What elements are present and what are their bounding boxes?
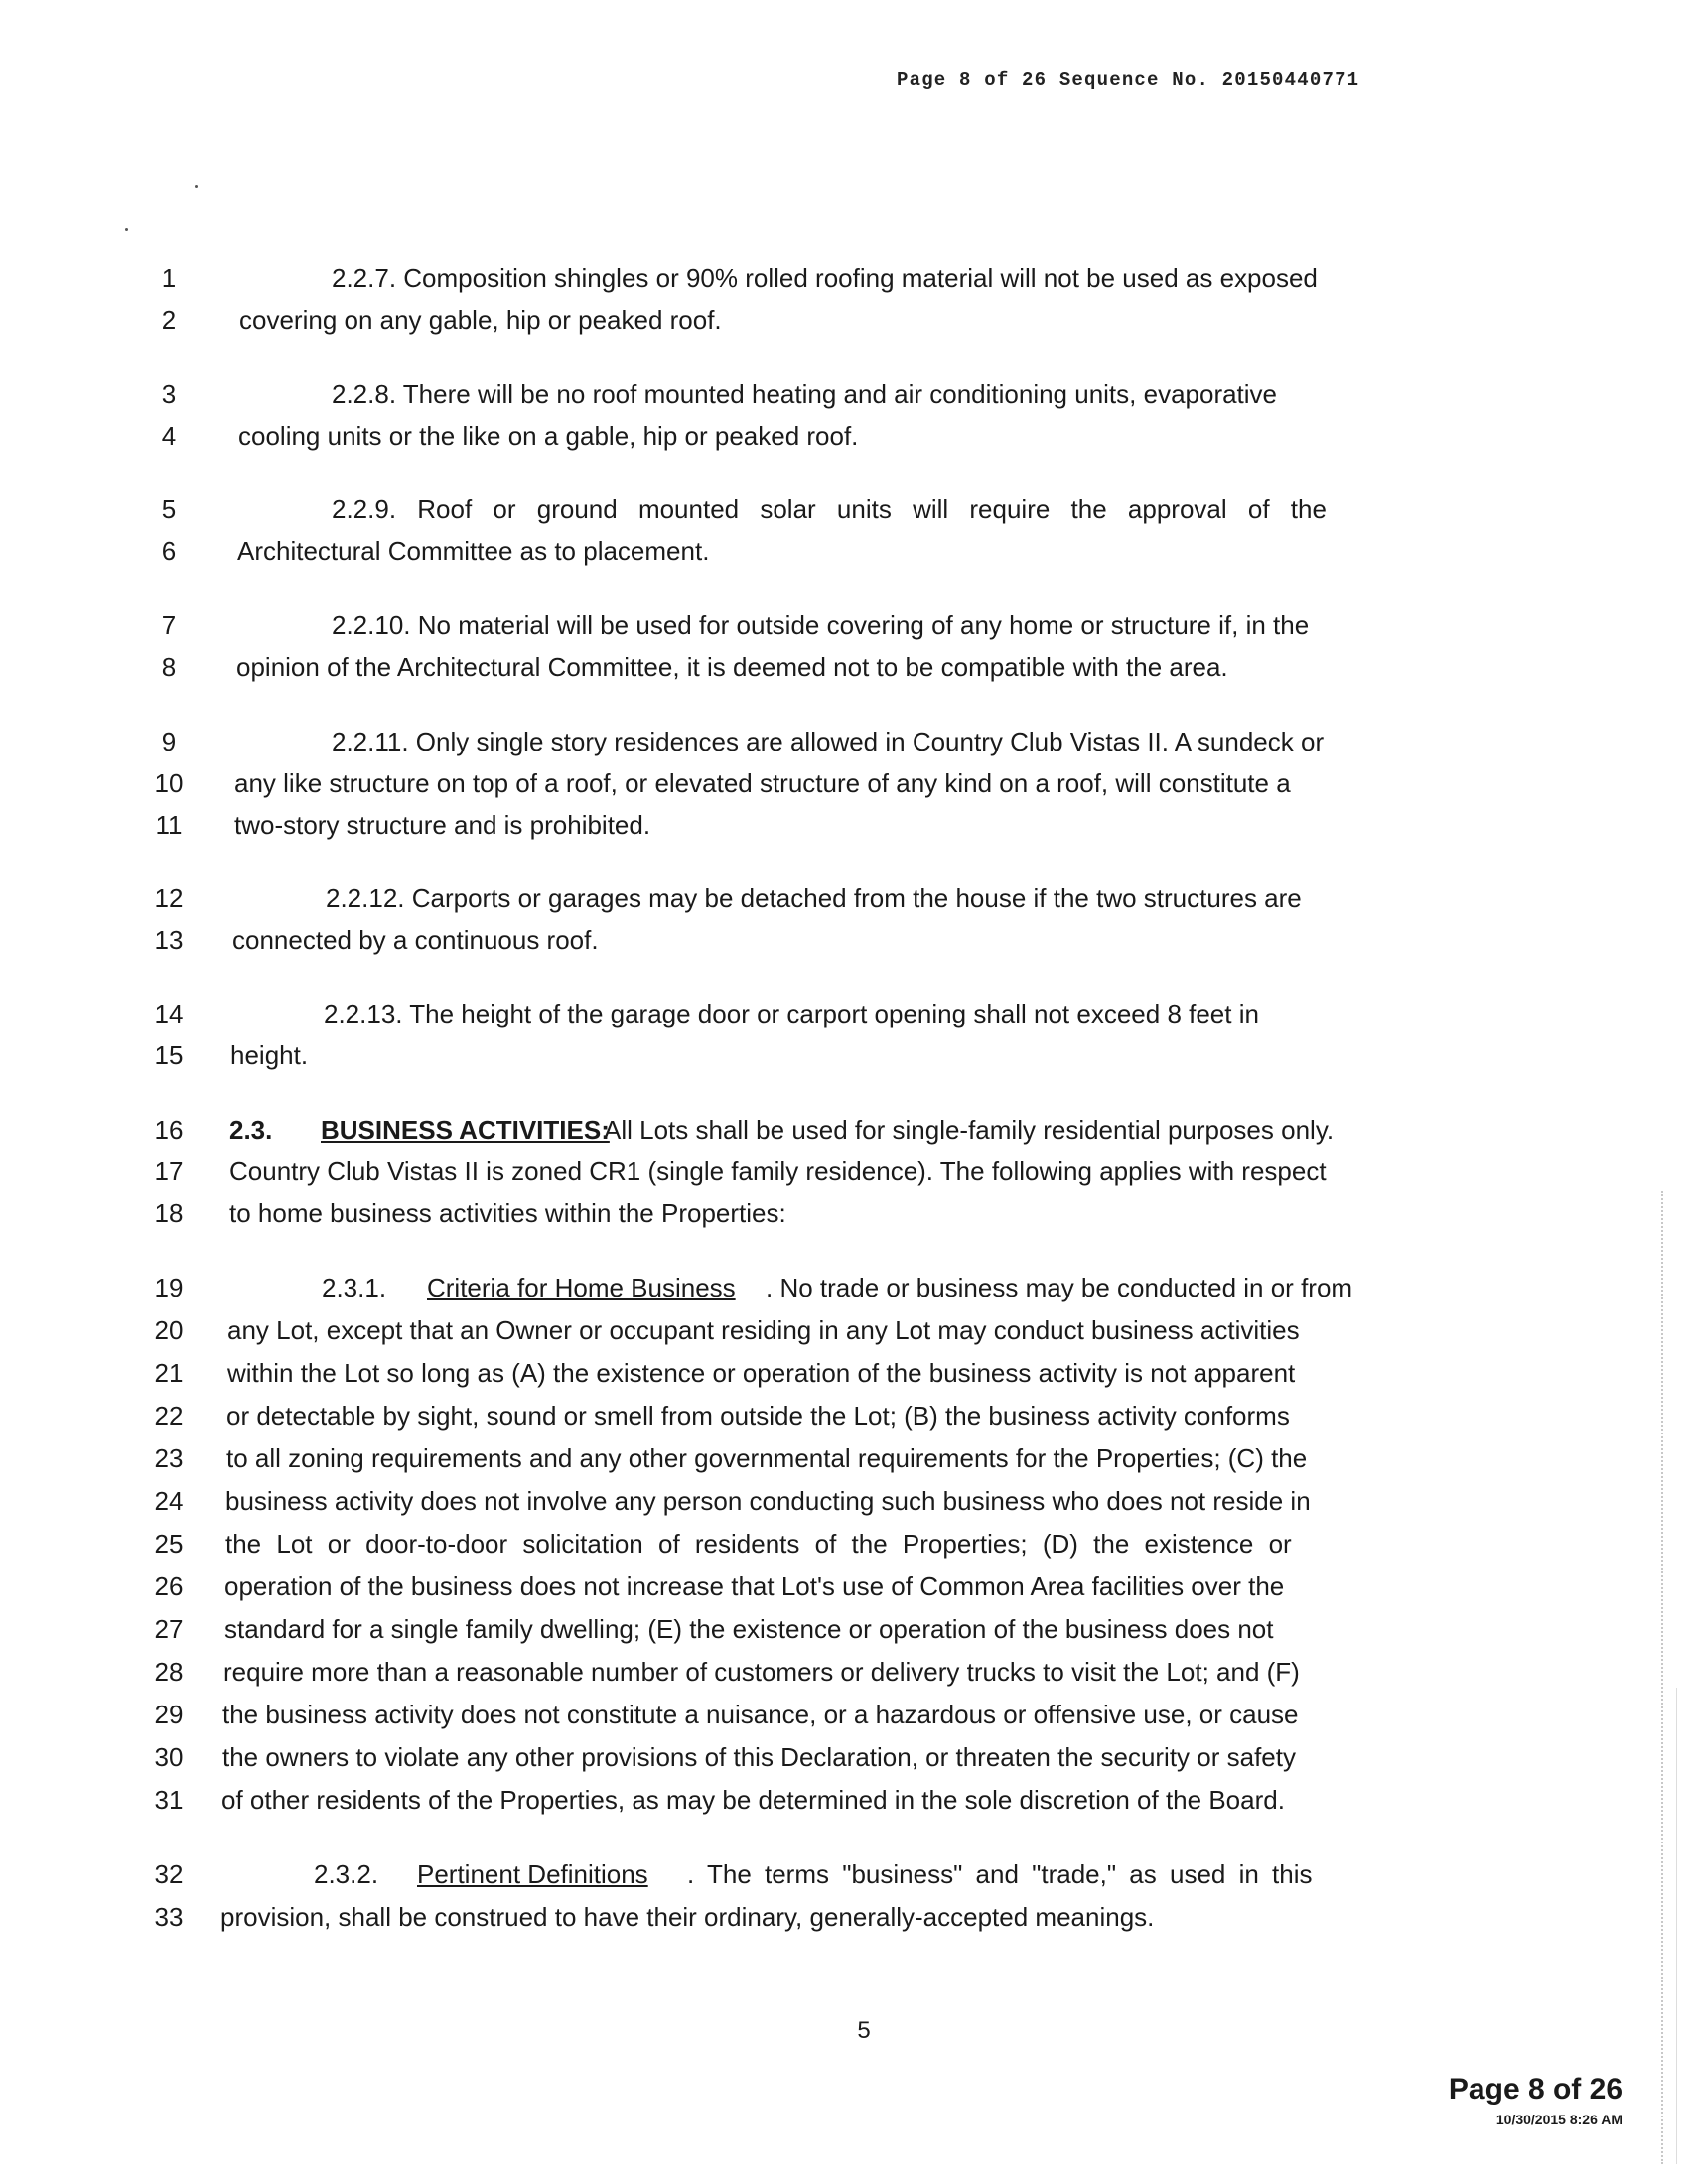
line-text: require more than a reasonable number of customers or delivery trucks to visit the Lot; and (F) [223,1657,1300,1687]
page-number: 5 [857,2017,871,2044]
line-number: 12 [154,884,184,913]
line-number: 29 [154,1700,184,1729]
line-text: Country Club Vistas II is zoned CR1 (single family residence). The following applies with respect [229,1157,1327,1186]
line-number: 2 [161,305,177,335]
subsection-number: 2.3.2. [314,1859,379,1889]
subsection-number: 2.3.1. [322,1273,387,1302]
line-text: two-story structure and is prohibited. [234,810,651,840]
line-text: or detectable by sight, sound or smell from outside the Lot; (B) the business activity conforms [226,1401,1290,1431]
line-number: 14 [154,999,184,1028]
recorder-stamp-date: 10/30/2015 8:26 AM [1495,2112,1622,2127]
scan-margin-artifact [1661,1191,1664,2164]
line-text: 2.2.9. Roof or ground mounted solar units will require the approval of the [332,494,1327,524]
line-text: the Lot or door-to-door solicitation of residents of the Properties; (D) the existence or [225,1529,1292,1559]
line-text: height. [230,1040,309,1070]
line-text: 2.2.12. Carports or garages may be detached from the house if the two structures are [326,884,1302,913]
line-number: 9 [161,727,177,756]
line-text: any like structure on top of a roof, or elevated structure of any kind on a roof, will constitute a [234,768,1291,798]
line-number: 33 [154,1902,184,1932]
line-text: to home business activities within the Properties: [229,1198,786,1228]
line-number: 24 [154,1486,184,1516]
line-number: 23 [154,1443,184,1473]
scan-margin-artifact [1676,1688,1678,2164]
line-text: connected by a continuous roof. [232,925,599,955]
line-number: 17 [154,1157,184,1186]
line-text: cooling units or the like on a gable, hip or peaked roof. [238,421,859,451]
line-text: operation of the business does not increase that Lot's use of Common Area facilities over the [224,1571,1285,1601]
line-number: 1 [161,263,177,293]
line-number: 30 [154,1742,184,1772]
line-text: the business activity does not constitute a nuisance, or a hazardous or offensive use, or cause [222,1700,1299,1729]
line-number: 13 [154,925,184,955]
line-number: 5 [161,494,177,524]
line-text: covering on any gable, hip or peaked roof. [239,305,722,335]
line-text: 2.2.10. No material will be used for outside covering of any home or structure if, in the [332,611,1310,640]
line-text: All Lots shall be used for single-family residential purposes only. [604,1115,1335,1145]
line-number: 27 [154,1614,184,1644]
line-text: of other residents of the Properties, as may be determined in the sole discretion of the Board. [221,1785,1285,1815]
line-text: standard for a single family dwelling; (E) the existence or operation of the business does not [224,1614,1274,1644]
line-number: 11 [155,810,183,840]
line-number: 6 [161,536,177,566]
section-number: 2.3. [229,1115,273,1145]
scan-speck [195,185,198,188]
line-number: 22 [154,1401,184,1431]
subsection-title: Criteria for Home Business [427,1273,736,1302]
line-number: 8 [161,652,177,682]
line-number: 16 [154,1115,184,1145]
line-text: provision, shall be construed to have their ordinary, generally-accepted meanings. [220,1902,1155,1932]
section-title: BUSINESS ACTIVITIES: [321,1115,610,1145]
line-number: 28 [154,1657,184,1687]
line-number: 3 [161,379,177,409]
line-text: 2.2.8. There will be no roof mounted heating and air conditioning units, evaporative [332,379,1278,409]
line-text: opinion of the Architectural Committee, it is deemed not to be compatible with the area. [236,652,1228,682]
recording-header: Page 8 of 26 Sequence No. 20150440771 [897,69,1360,91]
line-number: 21 [154,1358,184,1388]
scan-speck [125,228,128,231]
line-number: 18 [154,1198,184,1228]
line-number: 31 [154,1785,184,1815]
line-text: 2.2.11. Only single story residences are allowed in Country Club Vistas II. A sundeck or [332,727,1325,756]
line-number: 15 [154,1040,184,1070]
line-number: 10 [154,768,184,798]
line-number: 25 [154,1529,184,1559]
line-text: within the Lot so long as (A) the existence or operation of the business activity is not apparent [227,1358,1296,1388]
line-text: any Lot, except that an Owner or occupant residing in any Lot may conduct business activities [227,1315,1300,1345]
line-number: 26 [154,1571,184,1601]
line-text: . The terms "business" and "trade," as used in this [687,1859,1313,1889]
subsection-title: Pertinent Definitions [417,1859,648,1889]
recorder-page-stamp: Page 8 of 26 [1448,2073,1622,2106]
line-number: 19 [154,1273,184,1302]
line-text: the owners to violate any other provisions of this Declaration, or threaten the security or safety [222,1742,1296,1772]
line-text: 2.2.13. The height of the garage door or carport opening shall not exceed 8 feet in [324,999,1259,1028]
line-text: Architectural Committee as to placement. [237,536,710,566]
line-number: 4 [161,421,177,451]
line-text: 2.2.7. Composition shingles or 90% rolled roofing material will not be used as exposed [332,263,1318,293]
line-number: 20 [154,1315,184,1345]
line-text: business activity does not involve any person conducting such business who does not reside in [225,1486,1311,1516]
line-number: 32 [154,1859,184,1889]
line-text: . No trade or business may be conducted in or from [766,1273,1353,1302]
line-number: 7 [161,611,177,640]
line-text: to all zoning requirements and any other governmental requirements for the Properties; (C) the [226,1443,1308,1473]
